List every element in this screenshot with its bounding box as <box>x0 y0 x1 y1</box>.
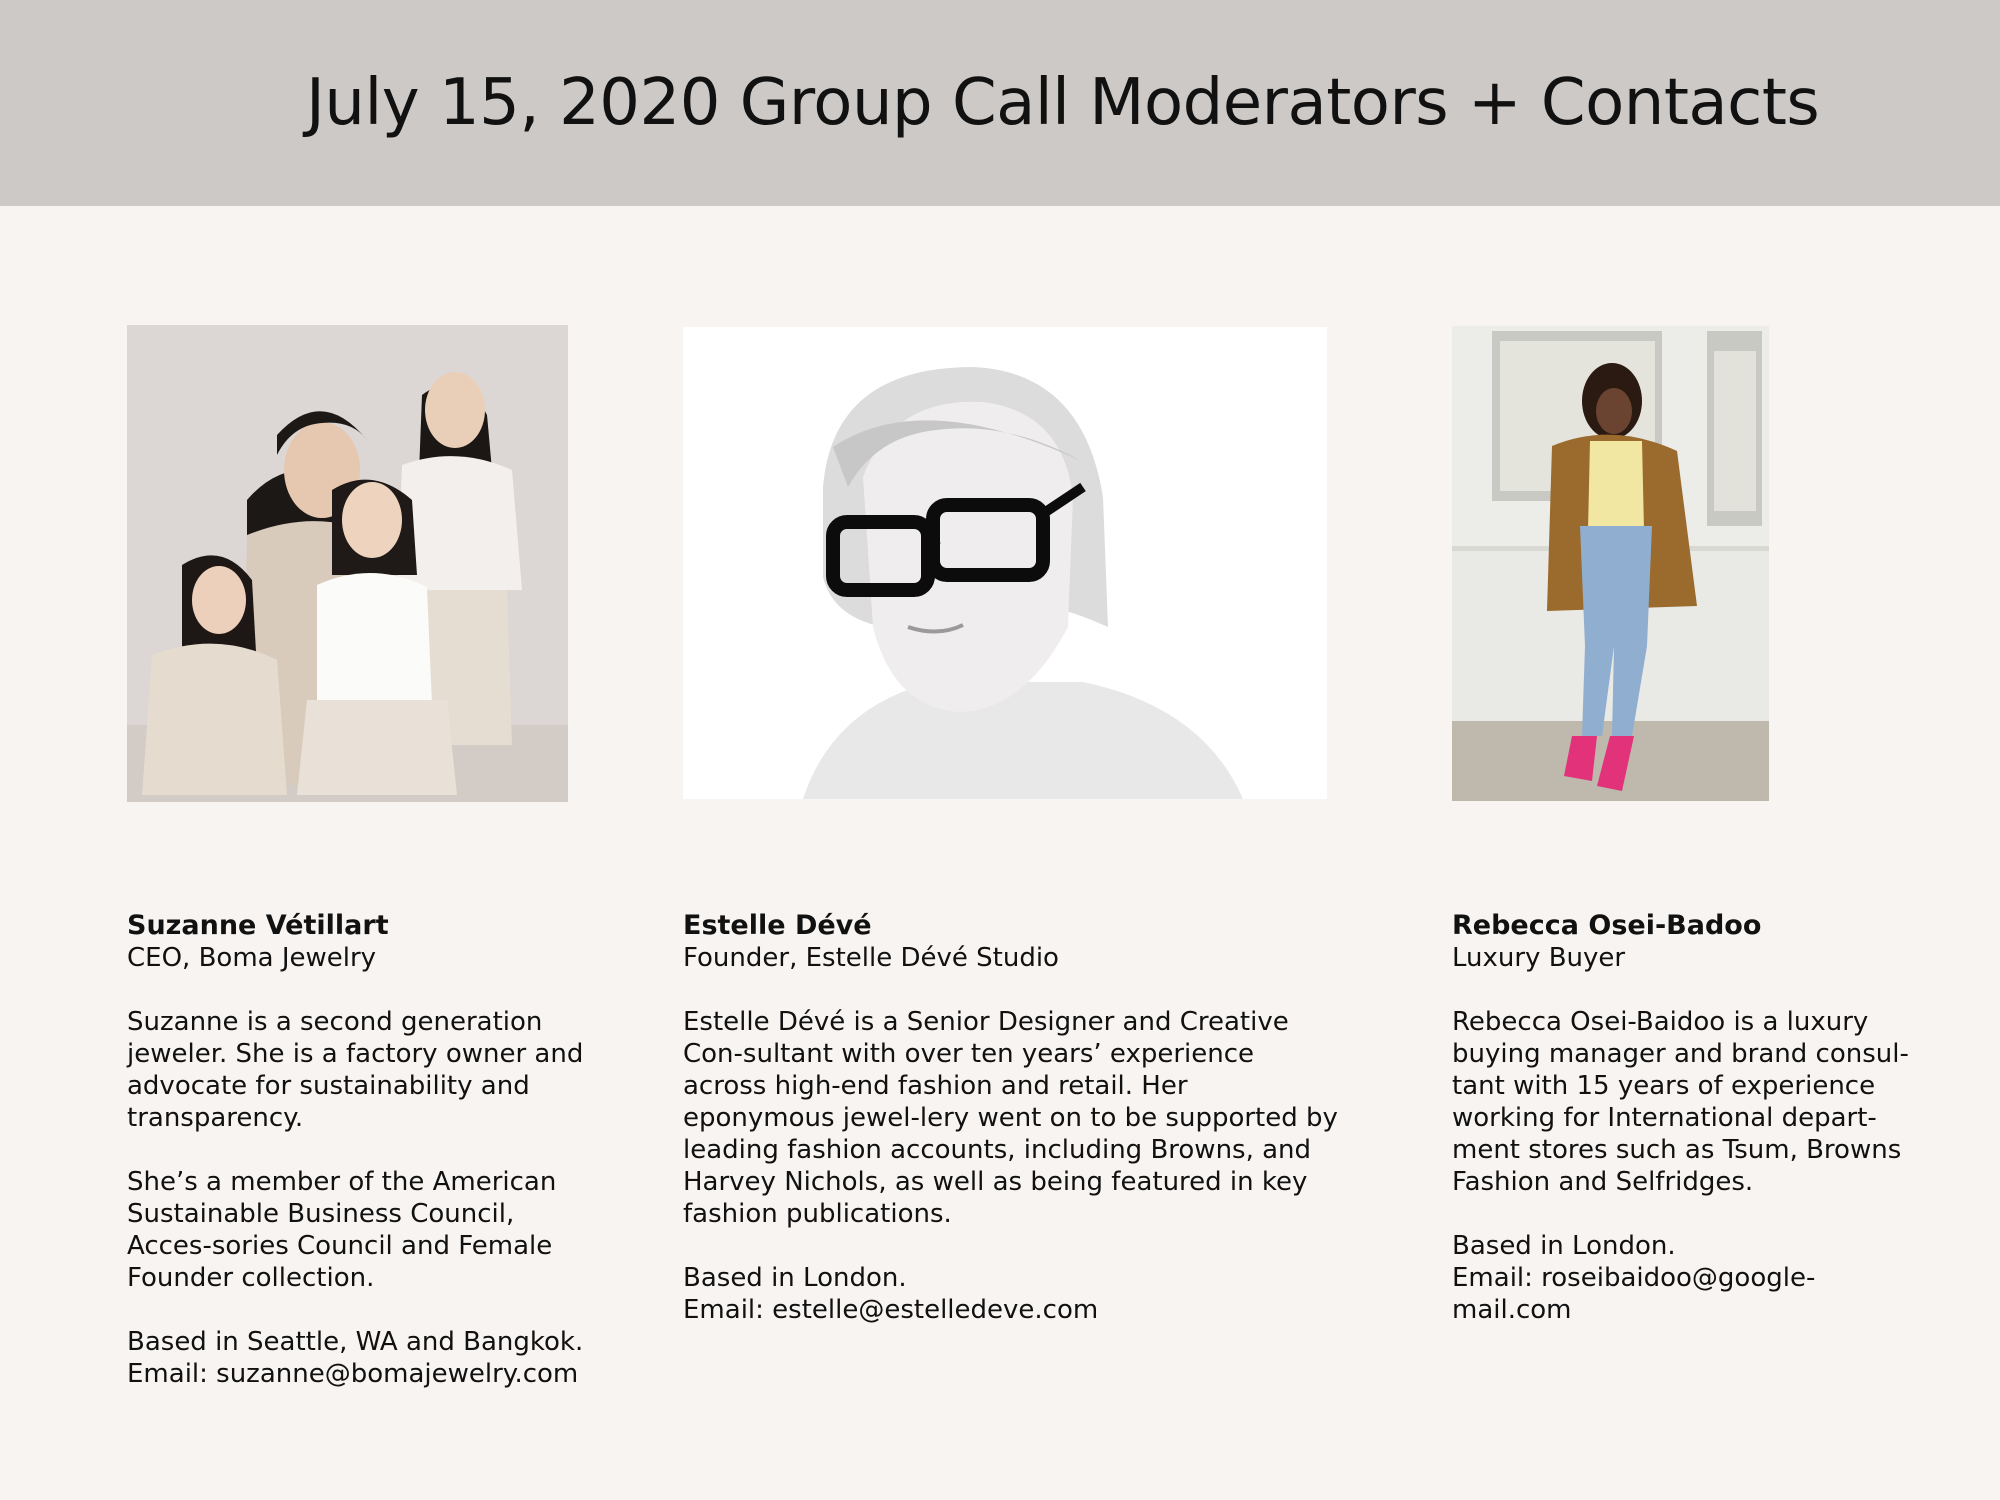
moderator-role: Luxury Buyer <box>1452 943 1626 973</box>
page-title: July 15, 2020 Group Call Moderators + Contacts <box>306 66 1820 140</box>
moderator-name: Suzanne Vétillart <box>127 910 389 941</box>
moderator-photo-suzanne <box>127 325 568 802</box>
moderator-bio: Estelle Dévé is a Senior Designer and Creative Con-sultant with over ten years’ experience across high-end fashion and retail. Her eponymous jewel-lery went on to be supported by leading fashion accounts, including Browns, and Harvey Nichols, as well as being featured in key fashion publications. <box>683 1007 1338 1229</box>
moderator-photo-rebecca <box>1452 326 1769 801</box>
moderator-bio: Rebecca Osei-Baidoo is a luxury buying manager and brand consul-tant with 15 years of experience working for International depart-ment stores such as Tsum, Browns Fashion and Selfridges. <box>1452 1007 1909 1197</box>
moderator-bio: Suzanne is a second generation jeweler. She is a factory owner and advocate for sustainability and transparency. <box>127 1007 584 1133</box>
moderator-location: Based in London. <box>683 1263 907 1293</box>
moderator-card-rebecca <box>1452 910 1912 1326</box>
moderator-name: Rebecca Osei-Badoo <box>1452 910 1762 941</box>
moderator-role: CEO, Boma Jewelry <box>127 943 377 973</box>
moderator-email[interactable]: Email: roseibaidoo@google-mail.com <box>1452 1263 1816 1325</box>
moderator-email[interactable]: Email: suzanne@bomajewelry.com <box>127 1359 579 1389</box>
moderator-bio: She’s a member of the American Sustainable Business Council, Acces-sories Council and Female Founder collection. <box>127 1167 557 1293</box>
moderator-photo-estelle <box>683 327 1327 799</box>
moderator-location: Based in Seattle, WA and Bangkok. <box>127 1327 584 1357</box>
moderator-location: Based in London. <box>1452 1231 1676 1261</box>
moderator-card-estelle <box>683 910 1343 1326</box>
header-banner <box>0 0 2000 206</box>
moderator-name: Estelle Dévé <box>683 910 872 941</box>
moderator-card-suzanne <box>127 910 587 1390</box>
moderator-role: Founder, Estelle Dévé Studio <box>683 943 1059 973</box>
moderator-email[interactable]: Email: estelle@estelledeve.com <box>683 1295 1099 1325</box>
